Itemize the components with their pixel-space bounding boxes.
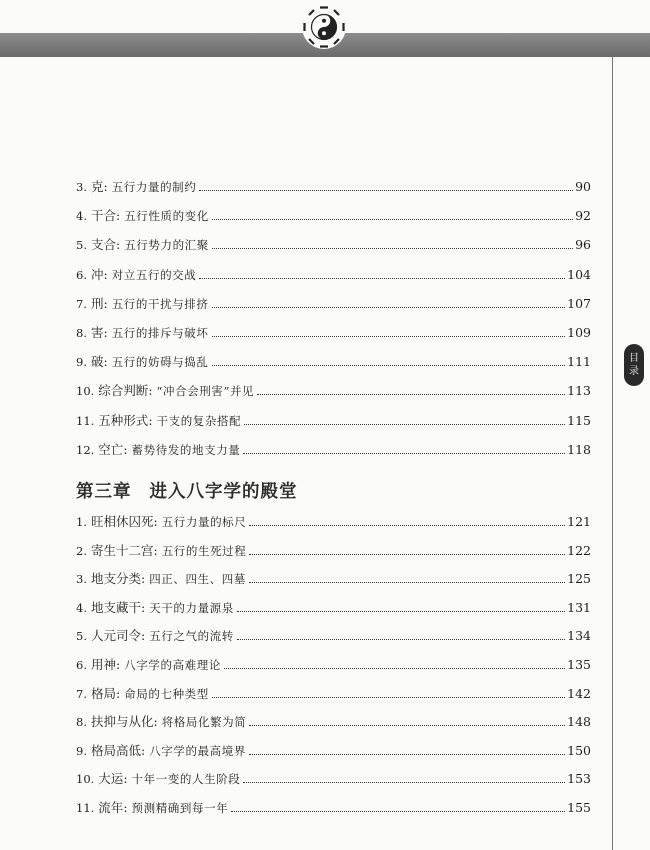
entry-title [98, 442, 240, 458]
entry-colon: : [103, 266, 112, 282]
entry-page: 131 [567, 599, 591, 615]
entry-colon: : [123, 771, 132, 787]
entry-number: 7. [76, 686, 87, 701]
entry-subtitle: 干支的复杂搭配 [156, 413, 242, 428]
entry-subtitle: 五行的排斥与破坏 [111, 326, 209, 340]
toc-entry[interactable] [76, 438, 591, 458]
toc-entry[interactable] [76, 263, 591, 283]
entry-title-main: 空亡 [98, 441, 124, 457]
toc-entry[interactable] [76, 739, 591, 759]
entry-number: 5. [76, 629, 87, 644]
entry-title [91, 208, 209, 224]
entry-page: 107 [567, 295, 591, 311]
leader-dots [199, 278, 565, 279]
toc-entry[interactable] [76, 350, 591, 370]
entry-title-main: 格局高低 [90, 742, 141, 758]
entry-title [91, 657, 221, 673]
chapter-title: 进入八字学的殿堂 [149, 482, 298, 502]
entry-page: 104 [567, 266, 591, 282]
entry-title-main: 大运 [98, 771, 124, 787]
entry-colon: : [141, 571, 150, 587]
entry-title [91, 628, 234, 644]
entry-title [91, 543, 246, 559]
entry-title [91, 514, 246, 530]
entry-title [91, 325, 209, 341]
entry-title [98, 771, 240, 787]
entry-number: 11. [76, 413, 95, 428]
entry-title [91, 571, 246, 587]
entry-colon: : [103, 295, 112, 311]
bagua-yinyang-icon [301, 4, 347, 50]
entry-page: 109 [567, 325, 591, 340]
toc-side-tab [624, 344, 644, 386]
entry-colon: : [103, 179, 112, 194]
entry-page: 142 [567, 685, 591, 701]
toc-entry[interactable] [76, 767, 591, 787]
entry-colon: : [103, 325, 112, 340]
entry-title-main: 扶抑与从化 [90, 714, 154, 730]
toc-entry[interactable] [76, 233, 591, 253]
entry-number: 3. [76, 572, 87, 587]
entry-subtitle: 对立五行的交战 [111, 267, 197, 282]
entry-number: 4. [76, 600, 87, 615]
entry-subtitle: 五行力量的标尺 [161, 515, 247, 529]
margin-rule [612, 57, 613, 850]
entry-title-main: 破 [90, 354, 104, 370]
entry-number: 1. [76, 515, 87, 529]
entry-colon: : [103, 354, 112, 370]
entry-title-main: 人元司令 [90, 628, 141, 644]
side-tab-char: 录 [629, 366, 639, 377]
entry-page: 155 [567, 800, 591, 815]
entry-page: 125 [567, 571, 591, 587]
entry-subtitle: 四正、四生、四墓 [149, 572, 246, 587]
entry-number: 8. [76, 715, 87, 730]
entry-title-main: 综合判断 [98, 383, 149, 399]
entry-page: 118 [567, 441, 591, 457]
entry-page: 121 [567, 514, 591, 529]
toc-entry[interactable] [76, 682, 591, 702]
toc-entry[interactable] [76, 653, 591, 673]
entry-colon: : [141, 628, 150, 644]
entry-subtitle: “冲合会刑害”并见 [156, 384, 255, 399]
entry-page: 150 [567, 742, 591, 758]
toc-entry[interactable] [76, 710, 591, 730]
toc-entry[interactable] [76, 796, 591, 816]
entry-colon: : [116, 685, 125, 701]
entry-colon: : [148, 412, 157, 428]
entry-title-main: 冲 [90, 266, 104, 282]
entry-colon: : [153, 714, 162, 730]
toc-entry[interactable] [76, 567, 591, 587]
entry-number: 2. [76, 543, 87, 558]
entry-subtitle: 命局的七种类型 [124, 686, 209, 701]
chapter-number: 第三章 [76, 482, 132, 502]
entry-number: 10. [76, 384, 95, 399]
entry-page: 111 [567, 354, 591, 370]
entry-page: 122 [567, 542, 591, 558]
toc-entry[interactable] [76, 204, 591, 224]
entry-title-main: 地支藏干 [90, 599, 141, 615]
toc-entry[interactable] [76, 596, 591, 616]
leader-dots [249, 754, 565, 755]
entry-subtitle: 五行力量的制约 [111, 180, 197, 194]
entry-subtitle: 将格局化繁为简 [161, 715, 247, 730]
toc-entry[interactable] [76, 510, 591, 530]
entry-page: 135 [567, 657, 591, 672]
leader-dots [224, 668, 565, 669]
entry-title [98, 800, 228, 816]
entry-subtitle: 五行的妨碍与捣乱 [111, 355, 209, 370]
toc-entry[interactable] [76, 409, 591, 429]
entry-number: 12. [76, 442, 95, 457]
toc-entry[interactable] [76, 379, 591, 399]
entry-page: 153 [567, 771, 591, 787]
entry-title [91, 354, 209, 370]
leader-dots [237, 639, 565, 640]
entry-title-main: 刑 [90, 295, 104, 311]
entry-page: 134 [567, 628, 591, 644]
entry-subtitle: 天干的力量源泉 [149, 600, 234, 615]
entry-number: 11. [76, 801, 95, 815]
leader-dots [243, 782, 565, 783]
entry-title-main: 干合 [90, 208, 116, 224]
leader-dots [237, 611, 565, 612]
entry-number: 10. [76, 772, 95, 787]
entry-page: 90 [575, 179, 591, 194]
toc-entry[interactable] [76, 321, 591, 341]
entry-number: 8. [76, 326, 87, 340]
leader-dots [249, 525, 565, 526]
toc-entry[interactable] [76, 175, 591, 195]
entry-colon: : [123, 800, 132, 815]
entry-title [91, 296, 209, 312]
entry-title [91, 686, 209, 702]
entry-colon: : [141, 742, 150, 758]
entry-colon: : [153, 542, 162, 558]
leader-dots [212, 219, 573, 220]
leader-dots [212, 365, 566, 366]
entry-number: 4. [76, 209, 87, 224]
entry-subtitle: 八字学的高难理论 [124, 658, 221, 672]
entry-colon: : [141, 599, 150, 615]
entry-page: 96 [575, 237, 591, 253]
toc-entry[interactable] [76, 292, 591, 312]
entry-subtitle: 五行之气的流转 [149, 629, 234, 644]
entry-title-main: 害 [90, 325, 104, 340]
entry-number: 6. [76, 267, 87, 282]
entry-colon: : [116, 208, 125, 224]
leader-dots [212, 307, 566, 308]
entry-title-main: 克 [90, 179, 104, 194]
entry-page: 148 [567, 714, 591, 730]
leader-dots [199, 190, 573, 191]
entry-subtitle: 五行的干扰与排挤 [111, 296, 209, 311]
entry-number: 5. [76, 238, 87, 253]
entry-title-main: 支合 [90, 237, 116, 253]
entry-title-main: 用神 [90, 657, 116, 672]
toc-entry[interactable] [76, 539, 591, 559]
entry-number: 6. [76, 658, 87, 672]
leader-dots [249, 554, 565, 555]
entry-subtitle: 五行的生死过程 [161, 543, 247, 558]
entry-subtitle: 八字学的最高境界 [149, 743, 246, 758]
leader-dots [257, 394, 565, 395]
entry-number: 9. [76, 355, 87, 370]
leader-dots [249, 582, 565, 583]
entry-page: 113 [567, 383, 591, 399]
entry-subtitle: 预测精确到每一年 [131, 801, 229, 815]
entry-title [98, 413, 241, 429]
entry-subtitle: 蓄势待发的地支力量 [131, 442, 241, 457]
side-tab-char: 目 [629, 353, 639, 364]
entry-title [91, 267, 196, 283]
leader-dots [244, 424, 565, 425]
toc-entry[interactable] [76, 624, 591, 644]
entry-title-main: 旺相休囚死 [90, 514, 154, 529]
entry-page: 115 [567, 412, 591, 428]
entry-title [91, 714, 246, 730]
entry-title [91, 179, 196, 195]
entry-title [91, 600, 234, 616]
leader-dots [243, 453, 565, 454]
entry-subtitle: 五行势力的汇聚 [124, 238, 209, 253]
leader-dots [212, 336, 566, 337]
entry-number: 7. [76, 296, 87, 311]
leader-dots [212, 697, 565, 698]
entry-colon: : [153, 514, 162, 529]
entry-title-main: 寄生十二宫 [90, 542, 154, 558]
entry-title-main: 流年 [98, 800, 124, 815]
entry-title-main: 格局 [90, 685, 116, 701]
entry-colon: : [116, 657, 125, 672]
entry-title-main: 五种形式 [98, 412, 149, 428]
chapter-heading [76, 478, 298, 503]
entry-colon: : [148, 383, 157, 399]
entry-number: 9. [76, 743, 87, 758]
entry-number: 3. [76, 180, 87, 194]
entry-page: 92 [575, 208, 591, 224]
leader-dots [249, 725, 565, 726]
entry-subtitle: 十年一变的人生阶段 [131, 772, 241, 787]
entry-title-main: 地支分类 [90, 571, 141, 587]
leader-dots [212, 248, 573, 249]
entry-title [91, 237, 209, 253]
entry-subtitle: 五行性质的变化 [124, 209, 209, 224]
entry-colon: : [116, 237, 125, 253]
entry-title [91, 743, 246, 759]
leader-dots [231, 811, 565, 812]
entry-title [98, 383, 254, 399]
entry-colon: : [123, 441, 132, 457]
